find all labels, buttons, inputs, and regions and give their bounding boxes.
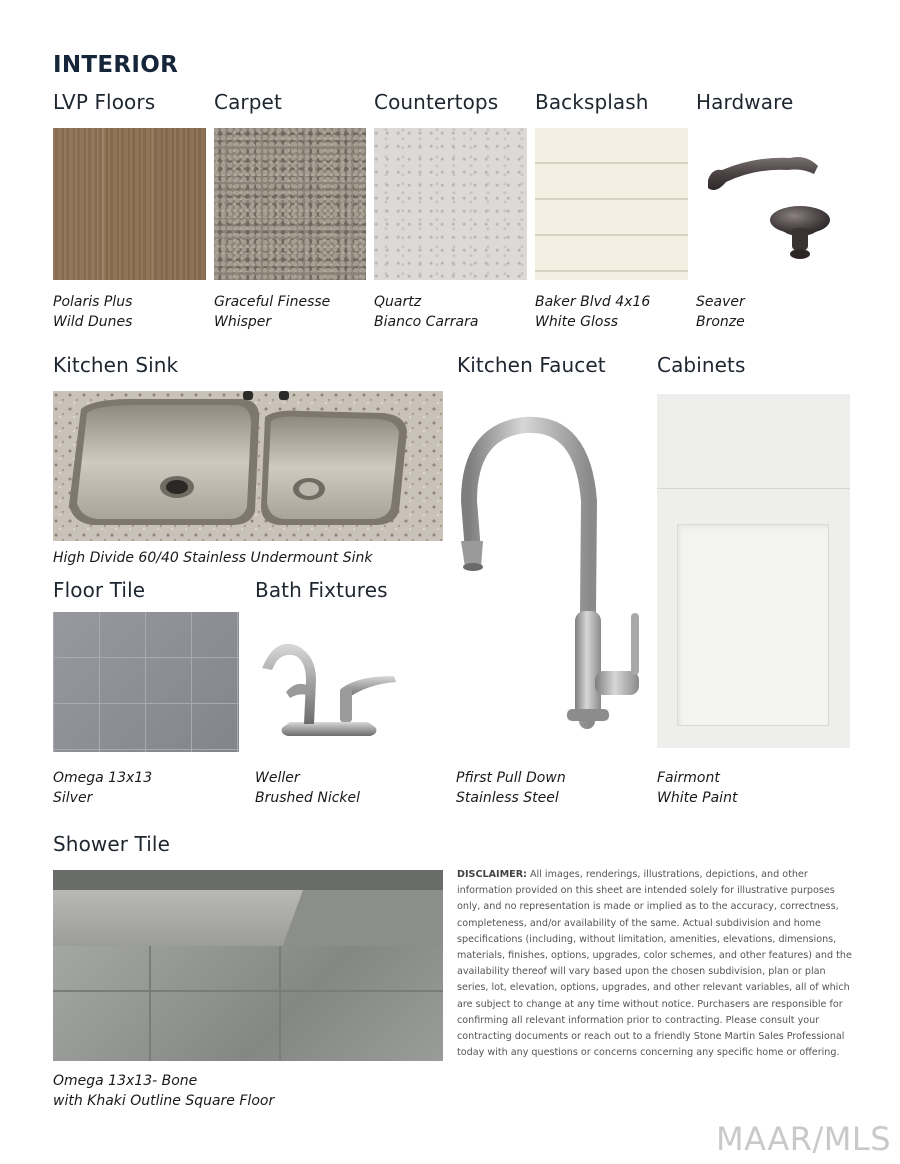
shower-tile-swatch [53, 870, 443, 1061]
heading-hardware: Hardware [696, 90, 794, 114]
caption-faucet-line2: Stainless Steel [456, 790, 559, 806]
heading-bath-fixtures: Bath Fixtures [255, 578, 388, 602]
caption-carpet-line2: Whisper [214, 314, 272, 330]
caption-backsplash-line1: Baker Blvd 4x16 [535, 294, 651, 310]
caption-kitchen-sink: High Divide 60/40 Stainless Undermount Sink [53, 550, 373, 566]
caption-bath-line2: Brushed Nickel [255, 790, 361, 806]
caption-floor-tile-line2: Silver [53, 790, 93, 806]
caption-hardware-line1: Seaver [696, 294, 745, 310]
caption-cabinets-line2: White Paint [657, 790, 738, 806]
cabinet-door-image [657, 394, 850, 748]
heading-shower-tile: Shower Tile [53, 832, 170, 856]
page-title: INTERIOR [53, 52, 179, 78]
kitchen-faucet-image [455, 391, 650, 736]
caption-countertops-line1: Quartz [374, 294, 422, 310]
caption-shower-line1: Omega 13x13- Bone [53, 1073, 198, 1089]
heading-floor-tile: Floor Tile [53, 578, 146, 602]
caption-hardware-line2: Bronze [696, 314, 745, 330]
caption-faucet-line1: Pfirst Pull Down [456, 770, 566, 786]
caption-shower-line2: with Khaki Outline Square Floor [53, 1093, 275, 1109]
disclaimer-label: DISCLAIMER: [457, 869, 527, 880]
hardware-image [696, 128, 856, 280]
caption-cabinets-line1: Fairmont [657, 770, 720, 786]
caption-countertops-line2: Bianco Carrara [374, 314, 479, 330]
heading-kitchen-sink: Kitchen Sink [53, 353, 179, 377]
mls-watermark: MAAR/MLS [716, 1120, 892, 1158]
carpet-swatch [214, 128, 366, 280]
caption-carpet-line1: Graceful Finesse [214, 294, 331, 310]
pull-handle-icon [708, 157, 818, 190]
heading-carpet: Carpet [214, 90, 282, 114]
heading-backsplash: Backsplash [535, 90, 649, 114]
caption-floor-tile-line1: Omega 13x13 [53, 770, 153, 786]
backsplash-swatch [535, 128, 688, 280]
heading-kitchen-faucet: Kitchen Faucet [457, 353, 606, 377]
bath-faucet-image [258, 626, 400, 748]
caption-bath-line1: Weller [255, 770, 300, 786]
kitchen-sink-image [53, 391, 443, 541]
lvp-floor-swatch [53, 128, 206, 280]
disclaimer-text [457, 867, 852, 1061]
disclaimer-body: All images, renderings, illustrations, depictions, and other information provided on this sheet are intended solely for illustrative purposes only, and no representation is made or implied as to the accuracy, correctness, completeness, and/or availability of the same. Actual subdivision and home specifications (including, without limitation, amenities, elevations, dimensions, materials, finishes, options, upgrades, color schemes, and other features) and the availability thereof will vary based upon the chosen subdivision, plan or plan series, lot, elevation, options, upgrades, and other relevant variables, all of which are subject to change at any time without notice. Purchasers are responsible for confirming all relevant information prior to contracting. Please consult your contracting documents or reach out to a friendly Stone Martin Sales Professional today with any questions or concerns concerning any specific home or offering. [457, 869, 852, 1059]
caption-lvp-line2: Wild Dunes [53, 314, 133, 330]
caption-lvp-line1: Polaris Plus [53, 294, 133, 310]
heading-countertops: Countertops [374, 90, 499, 114]
heading-cabinets: Cabinets [657, 353, 746, 377]
caption-backsplash-line2: White Gloss [535, 314, 619, 330]
countertop-swatch [374, 128, 527, 280]
floor-tile-swatch [53, 612, 239, 752]
heading-lvp-floors: LVP Floors [53, 90, 156, 114]
